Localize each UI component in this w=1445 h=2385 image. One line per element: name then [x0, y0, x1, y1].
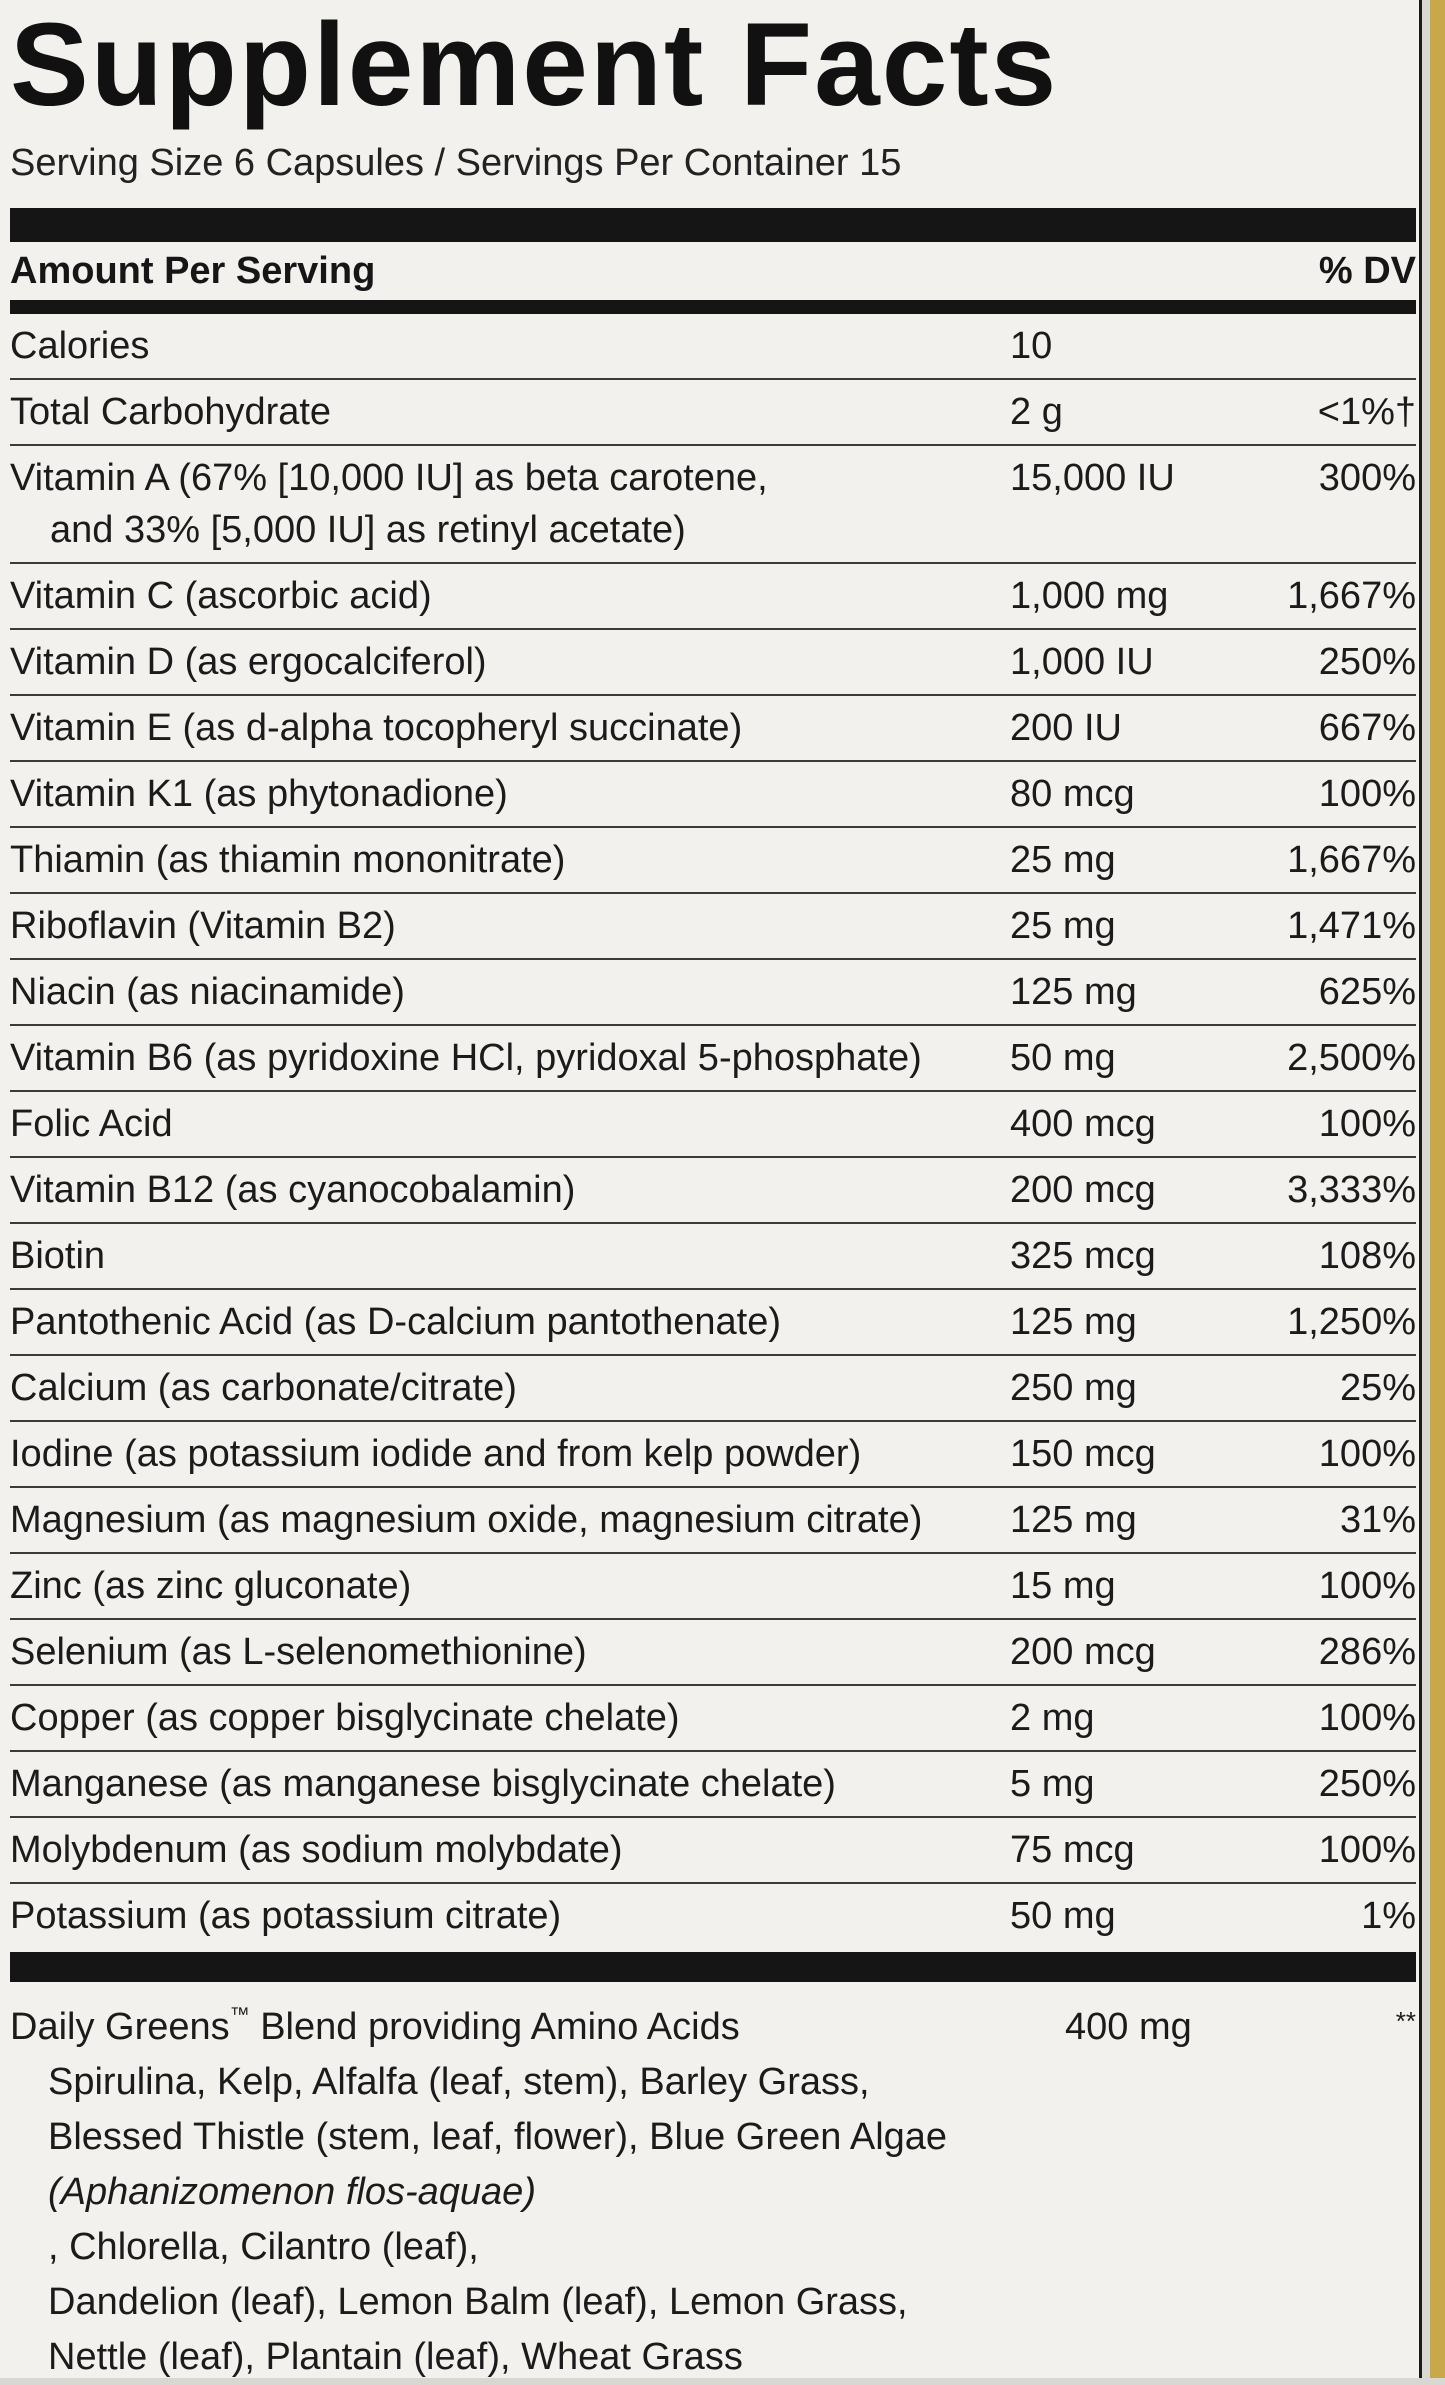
nutrient-name: [10, 1098, 970, 1150]
nutrient-amount: 200 mcg: [1010, 1169, 1156, 1211]
nutrient-name: [10, 1626, 970, 1678]
nutrient-row: [10, 762, 1416, 828]
nutrient-row: [10, 1026, 1416, 1092]
nutrient-row: [10, 1092, 1416, 1158]
nutrient-name-line: Vitamin D (as ergocalciferol): [10, 641, 487, 683]
nutrient-name-line: Niacin (as niacinamide): [10, 971, 405, 1013]
nutrient-dv: 1,250%: [1287, 1301, 1416, 1343]
nutrient-name: [10, 966, 970, 1018]
nutrient-amount: 1,000 mg: [1010, 575, 1169, 617]
nutrient-name: [10, 768, 970, 820]
nutrient-dv: 3,333%: [1287, 1169, 1416, 1211]
blend-title-rest: Blend providing Amino Acids: [249, 2006, 740, 2048]
nutrient-name: [10, 452, 970, 556]
nutrient-name: [10, 1428, 970, 1480]
nutrient-amount: 75 mcg: [1010, 1829, 1135, 1871]
amount-per-serving-label: Amount Per Serving: [10, 249, 376, 292]
nutrient-name-line: Selenium (as L-selenomethionine): [10, 1631, 587, 1673]
nutrient-dv: 1%: [1361, 1895, 1416, 1937]
nutrient-amount: 250 mg: [1010, 1367, 1137, 1409]
nutrient-row: [10, 1884, 1416, 1948]
nutrient-name-line: Copper (as copper bisglycinate chelate): [10, 1697, 680, 1739]
nutrient-name: [10, 1296, 970, 1348]
nutrient-row: [10, 1752, 1416, 1818]
nutrient-name: [10, 1692, 970, 1744]
nutrient-name: [10, 570, 970, 622]
nutrient-row: [10, 446, 1416, 564]
nutrient-dv: 250%: [1318, 641, 1416, 683]
nutrient-amount: 125 mg: [1010, 1301, 1137, 1343]
nutrient-row: [10, 1686, 1416, 1752]
nutrient-dv: 25%: [1339, 1367, 1416, 1409]
nutrient-row: [10, 1356, 1416, 1422]
nutrient-dv: 100%: [1318, 1697, 1416, 1739]
blend-line: Nettle (leaf), Plantain (leaf), Wheat Grass: [48, 2336, 743, 2378]
blend-line: Blessed Thistle (stem, leaf, flower), Blue Green Algae: [48, 2116, 948, 2158]
nutrient-name-line: Vitamin E (as d-alpha tocopheryl succinate): [10, 707, 743, 749]
blend-divider: [10, 1952, 1416, 1982]
nutrient-name-line: Molybdenum (as sodium molybdate): [10, 1829, 623, 1871]
nutrient-amount: 400 mcg: [1010, 1103, 1156, 1145]
table-header: [10, 242, 1416, 300]
nutrient-name-line: Pantothenic Acid (as D-calcium pantothenate): [10, 1301, 781, 1343]
package-edge: [1430, 0, 1445, 2378]
nutrient-dv: 286%: [1318, 1631, 1416, 1673]
blend-section: [10, 1982, 1416, 2385]
nutrient-dv: 2,500%: [1287, 1037, 1416, 1079]
nutrient-dv: 100%: [1318, 1829, 1416, 1871]
nutrient-row: [10, 894, 1416, 960]
nutrient-name-line: Vitamin A (67% [10,000 IU] as beta carotene,: [10, 457, 768, 499]
thick-divider: [10, 208, 1416, 242]
nutrient-amount: 50 mg: [1010, 1037, 1116, 1079]
nutrient-name-line: Folic Acid: [10, 1103, 173, 1145]
nutrient-row: [10, 564, 1416, 630]
nutrient-name: [10, 702, 970, 754]
blend-species-name: (Aphanizomenon flos-aquae): [48, 2171, 536, 2213]
nutrient-row: [10, 828, 1416, 894]
nutrient-table: [10, 314, 1416, 1948]
label-content: [10, 0, 1416, 2385]
nutrient-dv: 108%: [1318, 1235, 1416, 1277]
nutrient-name: [10, 320, 970, 372]
nutrient-amount: 325 mcg: [1010, 1235, 1156, 1277]
blend-line-italic: [48, 2165, 1416, 2275]
nutrient-amount: 50 mg: [1010, 1895, 1116, 1937]
nutrient-dv: 667%: [1318, 707, 1416, 749]
label-title: Supplement Facts: [10, 0, 1059, 131]
nutrient-dv: 625%: [1318, 971, 1416, 1013]
nutrient-amount: 200 mcg: [1010, 1631, 1156, 1673]
nutrient-amount: 25 mg: [1010, 905, 1116, 947]
nutrient-name-line: Vitamin B6 (as pyridoxine HCl, pyridoxal 5-phosphate): [10, 1037, 922, 1079]
blend-name: Daily Greens: [10, 2006, 230, 2048]
nutrient-row: [10, 960, 1416, 1026]
nutrient-row: [10, 1158, 1416, 1224]
nutrient-name-line: Vitamin K1 (as phytonadione): [10, 773, 508, 815]
blend-line-rest: , Chlorella, Cilantro (leaf),: [48, 2226, 479, 2268]
nutrient-name: [10, 1164, 970, 1216]
nutrient-name: [10, 636, 970, 688]
nutrient-dv: 100%: [1318, 1433, 1416, 1475]
nutrient-amount: 200 IU: [1010, 707, 1122, 749]
nutrient-name: [10, 1362, 970, 1414]
nutrient-dv: 100%: [1318, 1103, 1416, 1145]
serving-info: Serving Size 6 Capsules / Servings Per Container 15: [10, 142, 902, 184]
blend-dv: **: [1395, 2006, 1416, 2036]
dv-header-label: % DV: [1318, 249, 1416, 292]
nutrient-dv: 250%: [1318, 1763, 1416, 1805]
nutrient-row: [10, 1422, 1416, 1488]
nutrient-row: [10, 1554, 1416, 1620]
blend-title: [10, 2000, 1416, 2055]
nutrient-row: [10, 1818, 1416, 1884]
nutrient-dv: 1,471%: [1287, 905, 1416, 947]
blend-line: Spirulina, Kelp, Alfalfa (leaf, stem), Barley Grass,: [48, 2061, 870, 2103]
header-divider: [10, 300, 1416, 314]
nutrient-row: [10, 1224, 1416, 1290]
nutrient-dv: 1,667%: [1287, 839, 1416, 881]
nutrient-amount: 2 mg: [1010, 1697, 1095, 1739]
nutrient-name-line: Calcium (as carbonate/citrate): [10, 1367, 517, 1409]
nutrient-name: [10, 1824, 970, 1876]
blend-line: Dandelion (leaf), Lemon Balm (leaf), Lemon Grass,: [48, 2281, 908, 2323]
nutrient-name-line: Riboflavin (Vitamin B2): [10, 905, 396, 947]
nutrient-row: [10, 696, 1416, 762]
nutrient-name-line: Manganese (as manganese bisglycinate chelate): [10, 1763, 836, 1805]
nutrient-name-line: Total Carbohydrate: [10, 391, 332, 433]
nutrient-amount: 15,000 IU: [1010, 457, 1175, 499]
nutrient-amount: 5 mg: [1010, 1763, 1095, 1805]
nutrient-amount: 150 mcg: [1010, 1433, 1156, 1475]
nutrient-dv: 1,667%: [1287, 575, 1416, 617]
nutrient-name: [10, 1230, 970, 1282]
nutrient-name-line: Magnesium (as magnesium oxide, magnesium citrate): [10, 1499, 923, 1541]
nutrient-name-line: Biotin: [10, 1235, 106, 1277]
nutrient-dv: 300%: [1318, 457, 1416, 499]
nutrient-row: [10, 630, 1416, 696]
nutrient-name: [10, 1560, 970, 1612]
nutrient-row: [10, 380, 1416, 446]
nutrient-name-line: Iodine (as potassium iodide and from kelp powder): [10, 1433, 862, 1475]
nutrient-name: [10, 1494, 970, 1546]
nutrient-dv: <1%†: [1317, 391, 1416, 433]
nutrient-amount: 1,000 IU: [1010, 641, 1154, 683]
nutrient-name-line: Calories: [10, 325, 150, 367]
nutrient-row: [10, 1488, 1416, 1554]
nutrient-name: [10, 1032, 970, 1084]
nutrient-name: [10, 900, 970, 952]
nutrient-name-line: Vitamin B12 (as cyanocobalamin): [10, 1169, 576, 1211]
nutrient-amount: 15 mg: [1010, 1565, 1116, 1607]
nutrient-name-continuation: and 33% [5,000 IU] as retinyl acetate): [50, 509, 686, 551]
nutrient-amount: 125 mg: [1010, 1499, 1137, 1541]
nutrient-row: [10, 1290, 1416, 1356]
nutrient-name: [10, 834, 970, 886]
trademark-symbol: ™: [229, 2004, 250, 2026]
nutrient-name-line: Thiamin (as thiamin mononitrate): [10, 839, 566, 881]
nutrient-amount: 25 mg: [1010, 839, 1116, 881]
nutrient-row: [10, 1620, 1416, 1686]
nutrient-amount: 2 g: [1010, 391, 1063, 433]
nutrient-amount: 80 mcg: [1010, 773, 1135, 815]
nutrient-name: [10, 386, 970, 438]
blend-ingredients: [10, 2055, 1416, 2385]
nutrient-dv: 100%: [1318, 1565, 1416, 1607]
nutrient-name: [10, 1890, 970, 1942]
blend-amount: 400 mg: [1065, 2006, 1192, 2048]
nutrient-row: [10, 314, 1416, 380]
nutrient-amount: 10: [1010, 325, 1053, 367]
nutrient-name-line: Vitamin C (ascorbic acid): [10, 575, 432, 617]
nutrient-name-line: Potassium (as potassium citrate): [10, 1895, 562, 1937]
nutrient-dv: 100%: [1318, 773, 1416, 815]
nutrient-dv: 31%: [1339, 1499, 1416, 1541]
nutrient-name: [10, 1758, 970, 1810]
nutrient-name-line: Zinc (as zinc gluconate): [10, 1565, 412, 1607]
nutrient-amount: 125 mg: [1010, 971, 1137, 1013]
